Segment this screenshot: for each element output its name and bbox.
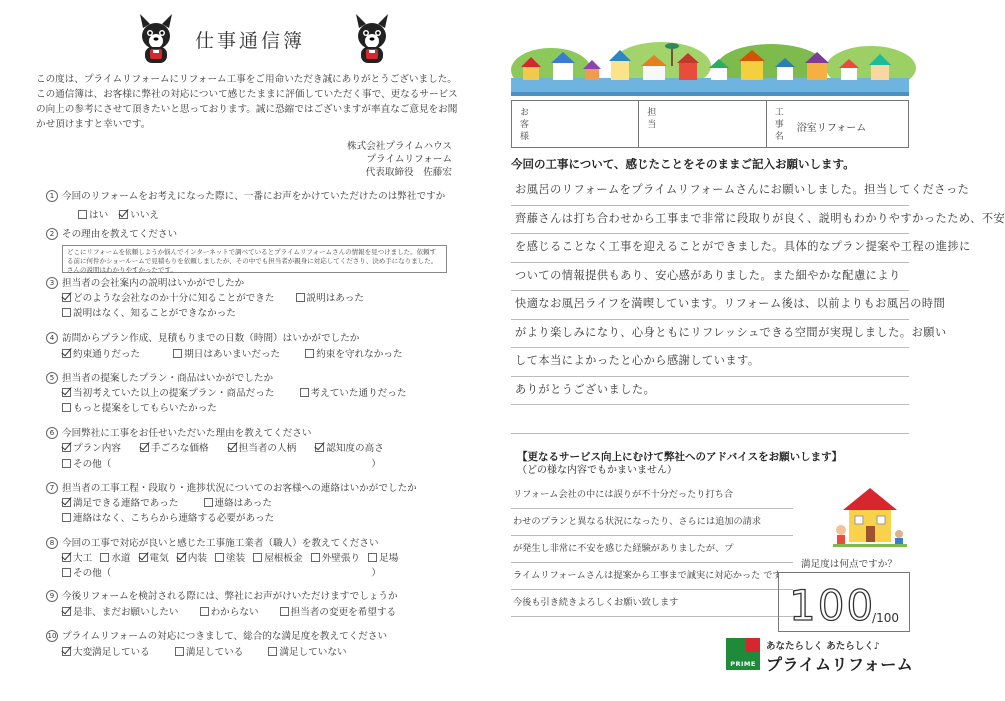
checkbox-checked[interactable] [139,553,148,562]
customer-info-table [511,100,909,148]
checkbox[interactable] [280,607,289,616]
question-text: 今回の工事で対応が良いと感じた工事施工業者（職人）を教えてください [62,538,379,549]
checkbox[interactable] [78,210,87,219]
checkbox[interactable] [268,647,277,656]
satisfaction-score-box[interactable] [778,572,910,632]
question-6 [49,427,482,473]
question-text: 訪問からプラン作成、見積もりまでの日数（時間）はいかがでしたか [62,333,360,344]
option[interactable]: 手ごろな価格 [140,441,209,457]
option[interactable]: 電気 [139,551,169,566]
feedback-heading: 今回の工事について、感じたことをそのままご記入お願いします。 [511,157,855,171]
option[interactable]: どのような会社なのか十分に知ることができた [62,291,274,306]
checkbox[interactable] [215,553,224,562]
question-9 [49,590,482,621]
option[interactable]: 説明はあった [296,291,364,306]
survey-page [0,0,497,701]
question-text: 担当者の提案したプラン・商品はいかがでしたか [62,373,274,384]
option[interactable]: 約束を守れなかった [305,346,402,363]
feedback-line: ありがとうございました。 [511,377,909,406]
option[interactable]: 塗装 [215,551,245,566]
satisfaction-score: 100 [789,581,876,630]
question-text: 今後リフォームを検討される際には、弊社にお声がけいただけますでしょうか [62,591,398,602]
option[interactable]: 当初考えていた以上の提案プラン・商品だった [62,386,274,401]
satisfaction-max: /100 [872,611,899,625]
question-number: 5 [46,372,58,384]
checkbox-checked[interactable] [228,443,237,452]
checkbox[interactable] [300,388,309,397]
option[interactable]: わからない [200,604,259,621]
question-number: 7 [46,482,58,494]
checkbox-checked[interactable] [62,388,71,397]
work-label: 工事名 [772,107,783,143]
brand-tagline: あなたらしく あたらしく♪ [766,641,880,652]
question-text: プライムリフォームの対応につきまして、総合的な満足度を教えてください [62,631,388,642]
advice-heading: 【更なるサービス向上にむけて弊社へのアドバイスをお願いします】 （どの様な内容でもかまいません） [517,451,843,476]
town-illustration-icon [511,40,909,96]
option[interactable]: 大変満足している [62,644,150,661]
checkbox[interactable] [62,308,71,317]
option[interactable]: 満足していない [268,644,346,661]
question-text: その理由を教えてください [62,229,178,240]
feedback-line: お風呂のリフォームをプライムリフォームさんにお願いしました。担当してくださった [511,177,909,206]
advice-line: が発生し非常に不安を感じた経験がありましたが、プ [511,536,793,563]
company-signature [347,140,452,179]
boston-terrier-mascot-icon [134,14,178,66]
checkbox[interactable] [200,607,209,616]
brand-name: プライムリフォーム [766,655,914,674]
feedback-line: して本当によかったと心から感謝しています。 [511,348,909,377]
option[interactable]: 外壁張り [311,551,360,566]
advice-answer-area[interactable] [511,482,793,617]
question-number: 10 [47,632,57,640]
checkbox-checked[interactable] [119,210,128,219]
option[interactable]: 大工 [62,551,92,566]
house-illustration-icon [833,484,907,550]
option-other[interactable]: その他（ ） [62,566,381,581]
question-3 [49,277,482,321]
checkbox-checked[interactable] [62,443,71,452]
question-text: 担当者の工事工程・段取り・進捗状況についてのお客様への連絡はいかがでしたか [62,483,417,494]
question-number: 8 [46,537,58,549]
option[interactable]: 水道 [100,551,130,566]
advice-line: ライムリフォームさんは提案から工事まで誠実に対応かった です [511,563,793,590]
feedback-line: ついての情報提供もあり、安心感がありました。また細やかな配慮により [511,263,909,292]
option[interactable]: 是非、まだお願いしたい [62,604,179,621]
checkbox[interactable] [305,349,314,358]
staff-label: 担当 [645,107,656,131]
checkbox-checked[interactable] [177,553,186,562]
work-value: 浴室リフォーム [796,123,867,134]
option[interactable]: 説明はなく、知ることができなかった [62,306,236,321]
page-title: 仕事通信簿 [195,30,306,52]
question-number: 1 [46,190,58,202]
checkbox[interactable] [173,349,182,358]
feedback-answer-area[interactable] [511,177,1005,434]
checkbox-checked[interactable] [62,607,71,616]
option[interactable]: 満足できる連絡であった [62,496,178,511]
checkbox[interactable] [368,553,377,562]
question-1 [49,190,482,224]
customer-field[interactable] [512,101,639,147]
checkbox-checked[interactable] [62,293,71,302]
question-text: 担当者の会社案内の説明はいかがでしたか [62,278,245,289]
option[interactable]: 約束通りだった [62,346,140,363]
checkbox-checked[interactable] [62,349,71,358]
advice-subheading: （どの様な内容でもかまいません） [517,465,677,476]
work-field[interactable] [767,101,908,147]
checkbox-checked[interactable] [62,647,71,656]
satisfaction-question: 満足度は何点ですか？ [801,559,897,570]
checkbox[interactable] [253,553,262,562]
staff-field[interactable] [639,101,766,147]
intro-text: この度は、プライムリフォームにリフォーム工事をご用命いただき誠にありがとうございました。この通信簿は、お客様に弊社の対応について感じたままに評価していただく事で、更なるサービスの向上の参考にさせて頂きたいと思っております。誠に恐縮ではございますが率直なご意見をお聞かせ頂けますと幸いです。 [36,74,458,130]
option[interactable]: プラン内容 [62,441,121,457]
option-yes[interactable]: はい [78,207,108,224]
option[interactable]: もっと提案をしてもらいたかった [62,401,217,416]
checkbox[interactable] [175,647,184,656]
question-number: 4 [46,332,58,344]
checkbox[interactable] [204,498,213,507]
option[interactable]: 連絡はなく、こちらから連絡する必要があった [62,511,274,526]
checkbox-checked[interactable] [140,443,149,452]
brand-footer [726,636,916,676]
checkbox[interactable] [296,293,305,302]
question-number: 2 [46,228,58,240]
option[interactable]: 担当者の変更を希望する [280,604,397,621]
option[interactable]: 認知度の高さ [315,441,384,457]
checkbox[interactable] [62,513,71,522]
option[interactable]: 担当者の人柄 [228,441,297,457]
feedback-line: がより楽しみになり、心身ともにリフレッシュできる空間が実現しました。お願い [511,320,909,349]
checkbox-checked[interactable] [62,498,71,507]
company-brand: プライムリフォーム [366,154,452,165]
company-name: 株式会社プライムハウス [347,141,452,152]
question-8 [49,537,482,581]
prime-logo-word: PRIME [730,660,756,668]
boston-terrier-mascot-icon [350,14,394,66]
option-other[interactable]: その他（ ） [62,457,381,473]
option[interactable]: 期日はあいまいだった [173,346,280,363]
advice-line: 今後も引き続きよろしくお願い致します [511,590,793,617]
checkbox[interactable] [311,553,320,562]
feedback-page [497,0,1005,701]
feedback-line: 齊藤さんは打ち合わせから工事まで非常に段取りが良く、説明もわかりやすかったため、不安 [511,206,909,235]
company-ceo: 代表取締役 佐藤宏 [365,167,452,178]
option-no[interactable]: いいえ [119,207,159,224]
question-10 [47,630,482,661]
option[interactable]: 足場 [368,551,398,566]
checkbox-checked[interactable] [62,553,71,562]
feedback-line [511,405,909,434]
question-7 [49,482,482,526]
checkbox[interactable] [62,403,71,412]
customer-label: お客様 [518,107,528,143]
option[interactable]: 屋根板金 [253,551,302,566]
checkbox[interactable] [62,459,71,468]
option[interactable]: 連絡はあった [204,496,272,511]
question-text: 今回弊社に工事をお任せいただいた理由を教えてください [62,428,312,439]
question-2 [49,228,482,274]
feedback-line: を感じることなく工事を迎えることができました。具体的なプラン提案や工程の進捗に [511,234,909,263]
option[interactable]: 内装 [177,551,207,566]
checkbox[interactable] [100,553,109,562]
question-5 [49,372,482,416]
advice-line: わせのプランと異なる状況になったり、さらには追加の請求 [511,509,793,536]
question-number: 3 [46,277,58,289]
advice-line: リフォーム会社の中には誤りが不十分だったり打ち合 [511,482,793,509]
feedback-line: 快適なお風呂ライフを満喫しています。リフォーム後は、以前よりもお風呂の時間 [511,291,909,320]
checkbox-checked[interactable] [315,443,324,452]
option[interactable]: 満足している [175,644,244,661]
reason-answer-box[interactable]: どこにリフォームを依頼しようか悩んでインターネットで調べているとプライムリフォームさんの情報を見つけました。依頼する前に何件かショールームで見積もりを依頼しましたが、その中でも担当者が親身に対応してくださり、決め手になりました。さんの説明はわかりやすかったです。 [62,245,447,273]
question-number: 9 [46,590,58,602]
question-text: 今回のリフォームをお考えになった際に、一番にお声をかけていただけたのは弊社ですか [62,191,446,202]
question-number: 6 [46,427,58,439]
option[interactable]: 考えていた通りだった [300,386,407,401]
question-4 [49,332,482,363]
checkbox[interactable] [62,568,71,577]
